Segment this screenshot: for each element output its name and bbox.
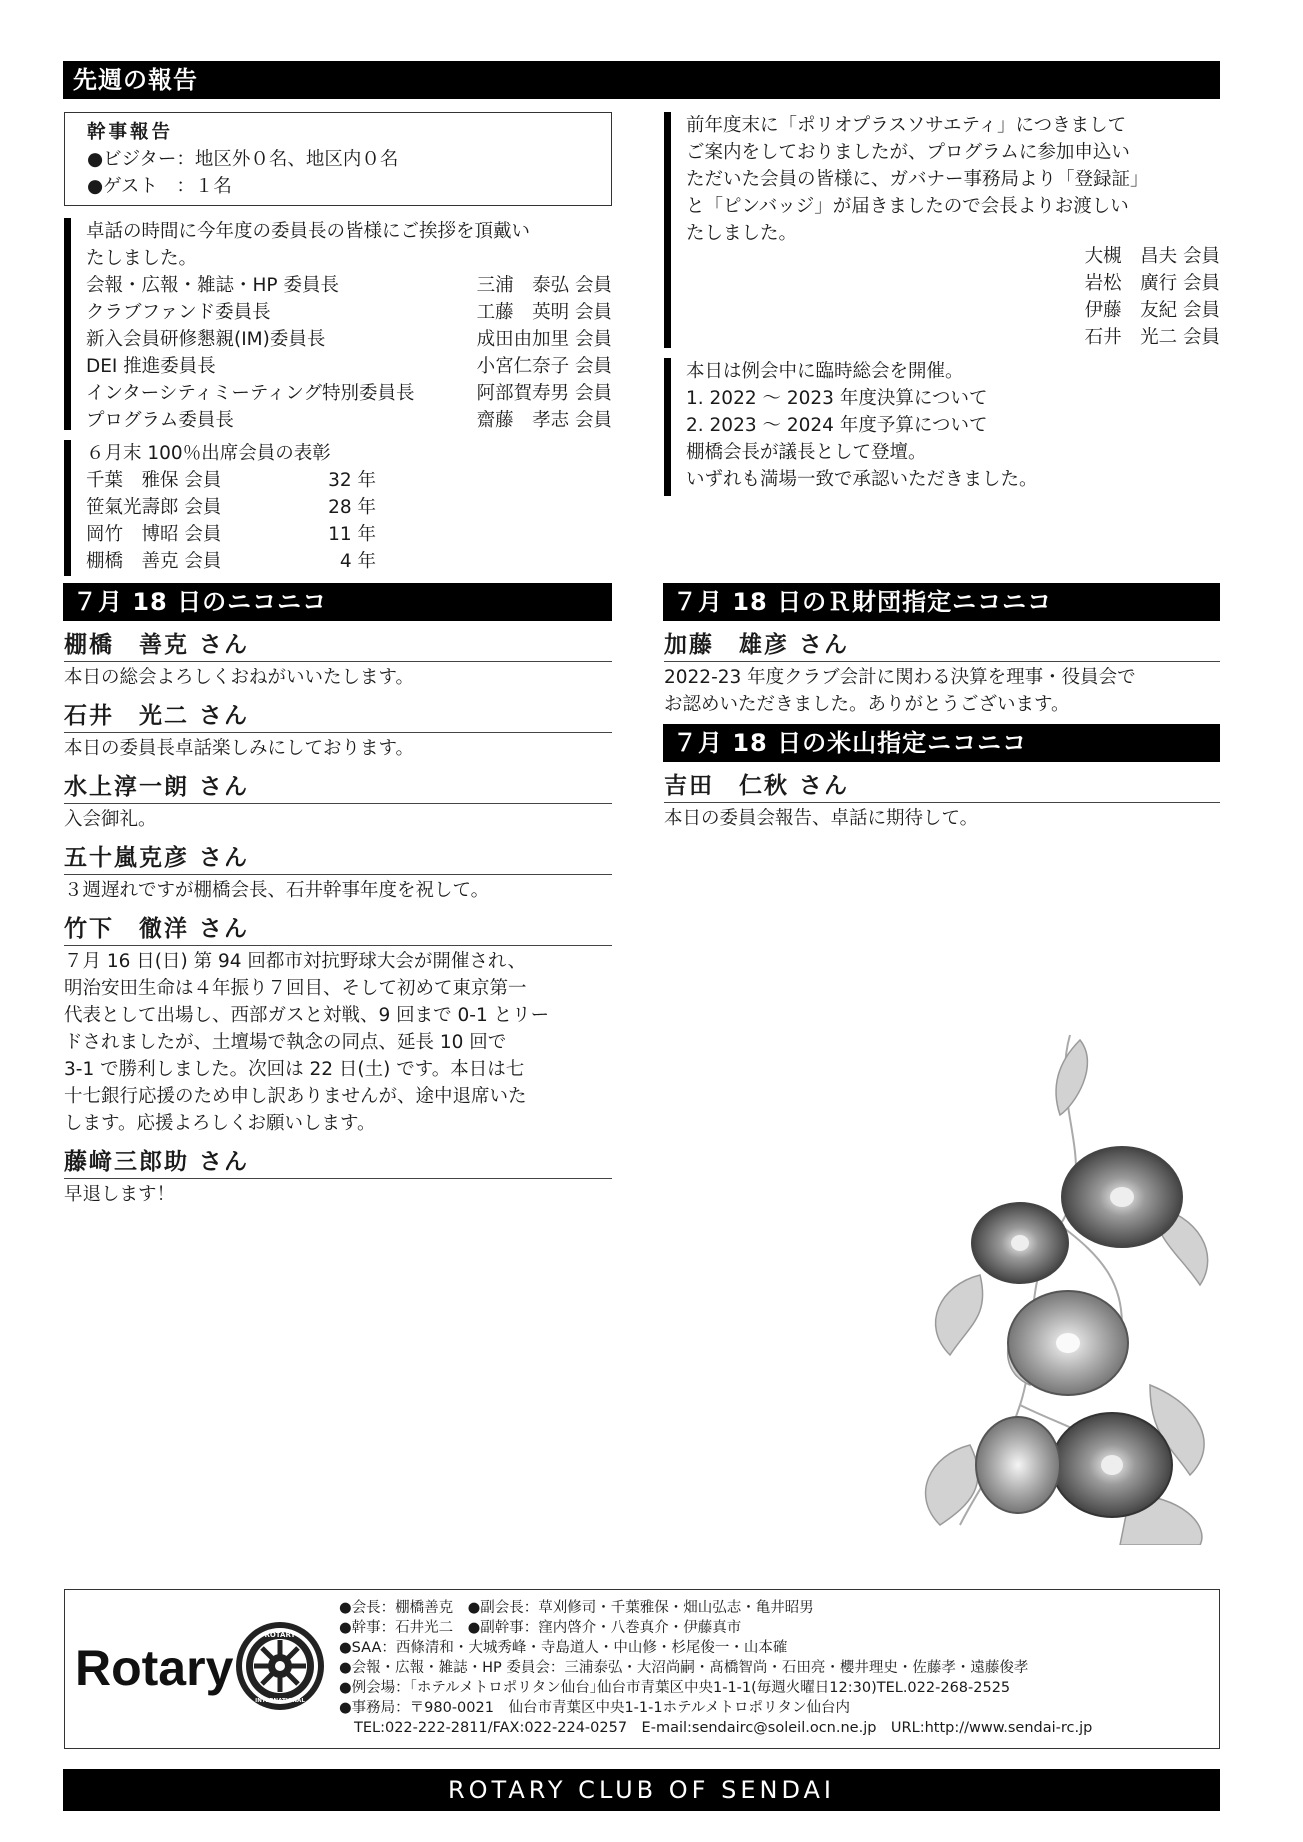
message-line: 入会御礼。 (64, 809, 157, 830)
donor-name: 藤﨑三郎助 さん (64, 1145, 612, 1179)
donor-message (64, 735, 414, 762)
attendance-years: 11 年 (328, 524, 376, 545)
section-header-yoneyama (663, 724, 1220, 762)
polio-line: たしました。 (686, 223, 798, 244)
message-line: 本日の委員長卓話楽しみにしております。 (64, 738, 415, 759)
message-line: 代表として出場し、西部ガスと対戦、9 回まで 0-1 とリー (64, 1005, 550, 1026)
donor-message (64, 664, 414, 691)
footer-line: ●幹事：石井光二 ●副幹事：窪内啓介・八巻真介・伊藤真市 (339, 1620, 742, 1636)
message-line: 本日の総会よろしくおねがいいたします。 (64, 667, 415, 688)
donor-message (664, 805, 978, 832)
attendance-years: 4 年 (339, 551, 376, 572)
polio-line: 前年度末に「ポリオプラスソサエティ」につきまして (686, 115, 1127, 136)
donor-name: 水上淳一朗 さん (64, 770, 612, 804)
section-title: 先週の報告 (73, 66, 198, 94)
section-header-rfoundation (663, 583, 1220, 621)
committee-chair: 齋藤 孝志 会員 (476, 410, 612, 431)
guest-line: ●ゲスト ：１名 (87, 176, 232, 197)
left-rule (664, 358, 671, 496)
left-rule (64, 440, 71, 576)
committee-chair: 三浦 泰弘 会員 (476, 275, 612, 296)
footer-line: ●会報・広報・雑誌・HP 委員会：三浦泰弘・大沼尚嗣・髙橋智尚・石田亮・櫻井理史・佐藤孝・遠藤俊孝 (339, 1660, 1029, 1676)
polio-line: ご案内をしておりましたが、プログラムに参加申込い (686, 142, 1130, 163)
message-line: します。応援よろしくお願いします。 (64, 1113, 376, 1134)
donor-message (64, 948, 612, 1137)
committee-chair: 阿部賀寿男 会員 (476, 383, 612, 404)
section-title: ７月 18 日のＲ財団指定ニコニコ (673, 588, 1053, 616)
footer-line: ●SAA：西條清和・大城秀峰・寺島道人・中山修・杉尾俊一・山本確 (339, 1640, 788, 1656)
footer-line: ●例会場：｢ホテルメトロポリタン仙台｣仙台市青葉区中央1-1-1(毎週火曜日12:30)TEL.022-268-2525 (339, 1680, 1011, 1696)
message-line: 早退します！ (64, 1184, 176, 1205)
donor-name: 石井 光二 さん (64, 699, 612, 733)
message-line: お認めいただきました。ありがとうございます。 (664, 694, 1070, 715)
emblem-top-text: ROTARY (264, 1631, 296, 1639)
club-name-bar (63, 1769, 1220, 1811)
general-line: 本日は例会中に臨時総会を開催。 (686, 361, 964, 382)
club-name: ROTARY CLUB OF SENDAI (447, 1776, 836, 1804)
general-line: 2. 2023 ～ 2024 年度予算について (686, 415, 988, 436)
message-line: ３週遅れですが棚橋会長、石井幹事年度を祝して。 (64, 880, 490, 901)
message-line: 2022-23 年度クラブ会計に関わる決算を理事・役員会で (664, 667, 1136, 688)
committee-role: 会報・広報・雑誌・HP 委員長 (86, 275, 339, 296)
committee-chair: 成田由加里 会員 (476, 329, 612, 350)
message-line: 本日の委員会報告、卓話に期待して。 (664, 808, 979, 829)
donor-message (64, 1181, 175, 1208)
section-header-nikoniko (63, 583, 612, 621)
message-line: 3-1 で勝利しました。次回は 22 日(土) です。本日は七 (64, 1059, 525, 1080)
left-rule (64, 218, 71, 430)
attendance-years: 32 年 (328, 470, 376, 491)
emblem-bottom-text: INTERNATIONAL (255, 1698, 305, 1704)
donor-name: 吉田 仁秋 さん (664, 769, 1220, 803)
general-line: 棚橋会長が議長として登壇。 (686, 442, 927, 463)
attendance-years: 28 年 (328, 497, 376, 518)
committee-chair: 工藤 英明 会員 (476, 302, 612, 323)
donor-name: 加藤 雄彦 さん (664, 628, 1220, 662)
polio-line: と「ピンバッジ」が届きましたので会長よりお渡しい (686, 196, 1129, 217)
polio-member: 伊藤 友紀 会員 (1084, 300, 1220, 321)
donor-name: 棚橋 善克 さん (64, 628, 612, 662)
rotary-logo-text: Rotary (75, 1640, 234, 1696)
footer-contact-line: TEL:022-222-2811/FAX:022-224-0257 E-mail:sendairc@soleil.ocn.ne.jp URL:http://www.sendai-rc.jp (354, 1720, 1093, 1736)
attendance-member: 笹氣光壽郎 会員 (86, 497, 222, 518)
committee-role: DEI 推進委員長 (86, 356, 216, 377)
left-rule (664, 112, 671, 348)
speech-intro-1: 卓話の時間に今年度の委員長の皆様にご挨拶を頂戴い (86, 221, 531, 242)
speech-intro-2: たしました。 (86, 248, 198, 269)
visitor-line: ●ビジター：地区外０名、地区内０名 (87, 149, 399, 170)
attendance-member: 岡竹 博昭 会員 (86, 524, 222, 545)
footer-line: ●事務局：〒980-0021 仙台市青葉区中央1-1-1ホテルメトロポリタン仙台内 (339, 1700, 850, 1716)
secretary-report-title: 幹事報告 (87, 122, 174, 143)
general-meeting-block (664, 358, 1220, 496)
polio-block (664, 112, 1220, 348)
message-line: ７月 16 日(日) 第 94 回都市対抗野球大会が開催され、 (64, 951, 527, 972)
section-title: ７月 18 日の米山指定ニコニコ (673, 729, 1028, 757)
donor-message (64, 806, 157, 833)
donor-message (664, 664, 1136, 718)
rotary-wheel-icon (232, 1618, 328, 1714)
footer-info-box (64, 1589, 1220, 1749)
committee-role: 新入会員研修懇親(IM)委員長 (86, 329, 326, 350)
committee-role: インターシティミーティング特別委員長 (86, 383, 415, 404)
committee-chair: 小宮仁奈子 会員 (476, 356, 612, 377)
secretary-report-box (64, 112, 612, 206)
committee-speech-block (64, 218, 612, 430)
message-line: 明治安田生命は４年振り７回目、そして初めて東京第一 (64, 978, 527, 999)
polio-member: 大槻 昌夫 会員 (1084, 246, 1220, 267)
section-header-last-week (63, 61, 1220, 99)
committee-role: プログラム委員長 (86, 410, 234, 431)
footer-line: ●会長：棚橋善克 ●副会長：草刈修司・千葉雅保・畑山弘志・亀井昭男 (339, 1600, 814, 1616)
committee-role: クラブファンド委員長 (86, 302, 271, 323)
polio-line: ただいた会員の皆様に、ガバナー事務局より「登録証」 (686, 169, 1149, 190)
general-line: 1. 2022 ～ 2023 年度決算について (686, 388, 988, 409)
attendance-member: 千葉 雅保 会員 (86, 470, 222, 491)
footer-details (339, 1598, 1092, 1738)
section-title: ７月 18 日のニコニコ (73, 588, 328, 616)
donor-name: 竹下 徹洋 さん (64, 912, 612, 946)
polio-member: 石井 光二 会員 (1084, 327, 1220, 348)
attendance-block (64, 440, 384, 576)
polio-member: 岩松 廣行 会員 (1084, 273, 1220, 294)
donor-message (64, 877, 489, 904)
general-line: いずれも満場一致で承認いただきました。 (686, 469, 1038, 490)
attendance-member: 棚橋 善克 会員 (86, 551, 222, 572)
message-line: ドされましたが、土壇場で執念の同点、延長 10 回で (64, 1032, 507, 1053)
morning-glory-illustration (900, 1025, 1230, 1545)
attendance-title: ６月末 100％出席会員の表彰 (86, 443, 331, 464)
donor-name: 五十嵐克彦 さん (64, 841, 612, 875)
message-line: 十七銀行応援のため申し訳ありませんが、途中退席いた (64, 1086, 527, 1107)
